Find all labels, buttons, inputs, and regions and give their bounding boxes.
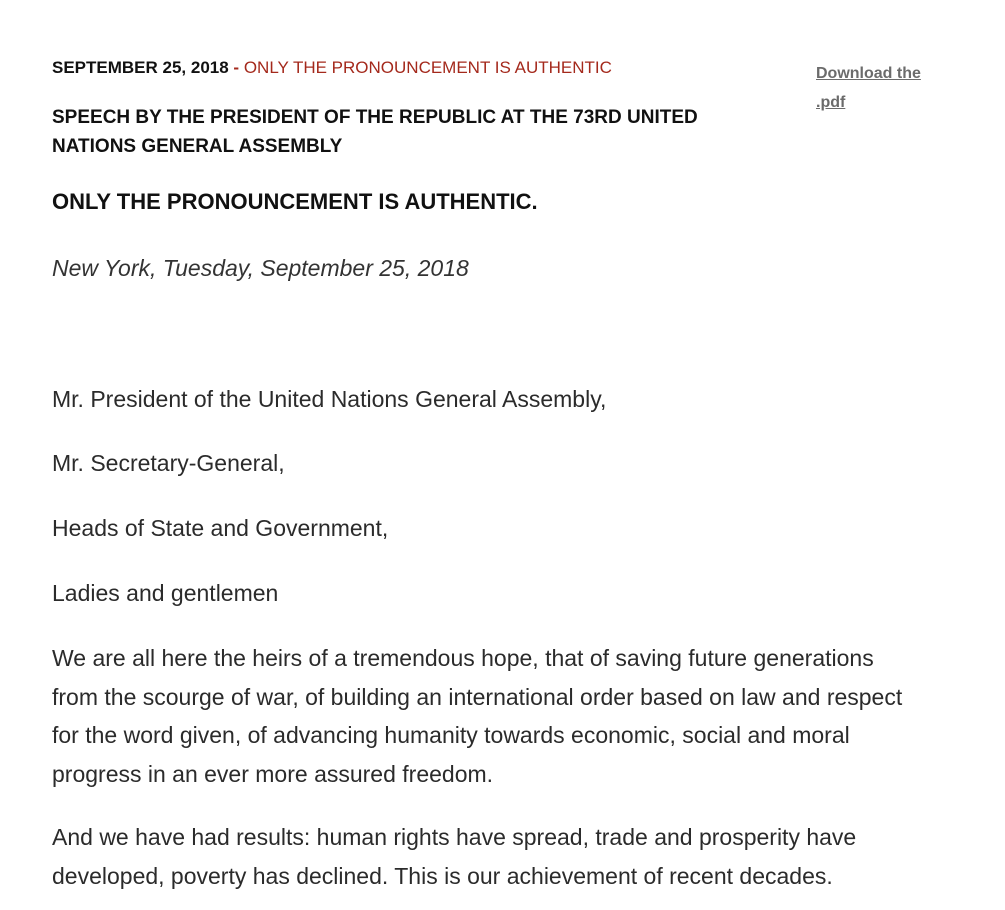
speech-paragraph: And we have had results: human rights have spread, trade and prosperity have developed, poverty has declined. This is our achievement of recent decades. [52,824,857,889]
salutation-secretary-general: Mr. Secretary-General, [52,450,285,476]
speech-title: SPEECH BY THE PRESIDENT OF THE REPUBLIC AT THE 73RD UNITED NATIONS GENERAL ASSEMBLY [52,107,698,157]
place-date-line: New York, Tuesday, September 25, 2018 [52,255,469,281]
meta-separator: - [228,58,244,77]
authentic-heading: ONLY THE PRONOUNCEMENT IS AUTHENTIC. [52,189,538,214]
download-pdf-link[interactable]: Download the .pdf [816,65,921,111]
salutation-ladies-gentlemen: Ladies and gentlemen [52,580,279,606]
authenticity-note: ONLY THE PRONOUNCEMENT IS AUTHENTIC [243,58,612,77]
salutation-heads-of-state: Heads of State and Government, [52,515,389,541]
salutation-president: Mr. President of the United Nations General Assembly, [52,386,607,412]
publication-date: SEPTEMBER 25, 2018 [52,58,229,77]
article-meta [52,58,612,78]
speech-paragraph: We are all here the heirs of a tremendous hope, that of saving future generations from the scourge of war, of building an international order based on law and respect for the word given, of advancing humanity towards economic, social and moral progress in an ever more assured freedom. [52,645,903,787]
